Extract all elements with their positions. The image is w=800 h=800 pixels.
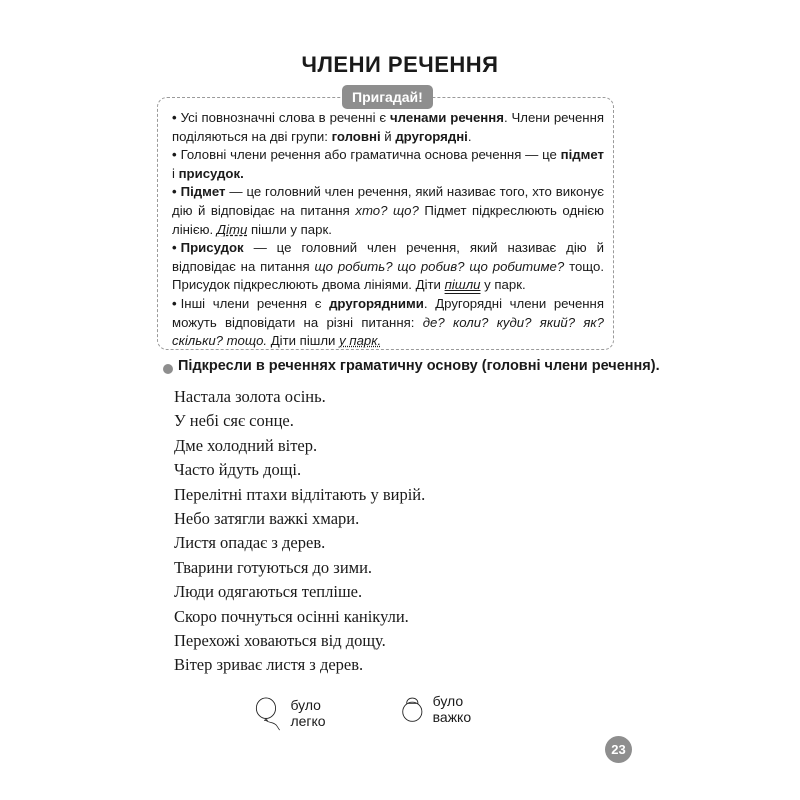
rule-example-underlined: у парк. [339, 333, 382, 349]
sentence[interactable]: Скоро почнуться осінні канікули. [174, 606, 409, 626]
sentence[interactable]: Вітер зриває листя з дерев. [174, 655, 364, 675]
rule-text: Усі повнозначні слова в реченні є [180, 110, 391, 125]
rule-text: . [467, 128, 472, 144]
page-title: ЧЛЕНИ РЕЧЕННЯ [301, 52, 499, 77]
rule-text: — це головний член речення, який називає того, хто виконує дію й відповідає на питання [172, 184, 604, 218]
sentence[interactable]: Перехожі ховаються від дощу. [174, 630, 386, 650]
rule-text: . Другорядні члени речення можуть відповідати на різні питання: [172, 295, 604, 330]
rating-hard[interactable] [400, 688, 483, 730]
rule-text: Діти пішли [267, 333, 340, 349]
rule-question: що робить? що робив? що робитиме? [314, 258, 565, 274]
task-instruction: Підкресли в реченнях граматичну основу (головні члени речення). [178, 358, 660, 374]
sentence[interactable]: Люди одягаються тепліше. [174, 582, 363, 602]
rule-text: тощо. Присудок підкреслюють двома лініями. Діти [172, 258, 604, 293]
rule-term: Присудок [180, 240, 244, 256]
rule-bullet: • [172, 147, 177, 163]
rule-term: другорядними [329, 295, 424, 311]
rule-example-underlined: Діти [216, 221, 248, 237]
rule-question: де? коли? куди? який? як? скільки? тощо. [172, 314, 604, 349]
sentence-list [174, 385, 425, 678]
rule-text: — це головний член речення, який називає дію й відповідає на питання [172, 240, 604, 274]
sentence[interactable]: Дме холодний вітер. [174, 435, 318, 455]
rule-bullet: • [172, 295, 177, 311]
rule-text: Підмет підкреслюють однією лінією. [172, 202, 604, 237]
rule-term: підмет [560, 147, 604, 163]
rules-list [172, 109, 604, 351]
balloon-icon [255, 688, 282, 738]
sentence[interactable]: Тварини готуються до зими. [174, 557, 373, 577]
rule-term: другорядні [395, 128, 468, 144]
sentence[interactable]: Небо затягли важкі хмари. [174, 508, 360, 528]
sentence[interactable]: У небі сяє сонце. [174, 411, 294, 431]
task-bullet-icon [163, 364, 173, 374]
sentence[interactable]: Часто йдуть дощі. [174, 460, 302, 480]
rule-text: і [172, 165, 179, 181]
rule-bullet: • [172, 184, 177, 200]
rule-text: Головні члени речення або граматична основа речення — це [180, 147, 561, 163]
rule-term: присудок. [178, 165, 244, 181]
kettlebell-icon [400, 688, 425, 730]
rule-item [172, 183, 604, 239]
rating-hard-label: було важко [432, 693, 472, 725]
page-number: 23 [605, 736, 632, 763]
rule-term: Підмет [180, 184, 226, 200]
remember-badge: Пригадай! [342, 85, 433, 109]
rule-item [172, 146, 604, 183]
rule-text: й [380, 128, 396, 144]
rule-text: . Члени речення поділяються на дві групи: [172, 110, 604, 144]
sentence[interactable]: Листя опадає з дерев. [174, 533, 326, 553]
rule-item [172, 239, 604, 295]
rule-item [172, 109, 604, 146]
sentence[interactable]: Перелітні птахи відлітають у вирій. [174, 484, 426, 504]
rating-easy-label: було легко [290, 697, 326, 729]
rating-easy[interactable] [255, 688, 338, 738]
rule-text: у парк. [480, 277, 526, 293]
rule-bullet: • [172, 240, 177, 256]
rule-bullet: • [172, 110, 177, 125]
rule-term: членами речення [390, 110, 504, 125]
rule-text: Інші члени речення є [180, 295, 330, 311]
rule-example-underlined: пішли [444, 277, 481, 293]
sentence[interactable]: Настала золота осінь. [174, 387, 326, 406]
rule-term: головні [331, 128, 381, 144]
rule-question: хто? що? [355, 202, 419, 218]
rule-text: пішли у парк. [247, 221, 332, 237]
rule-item [172, 295, 604, 351]
